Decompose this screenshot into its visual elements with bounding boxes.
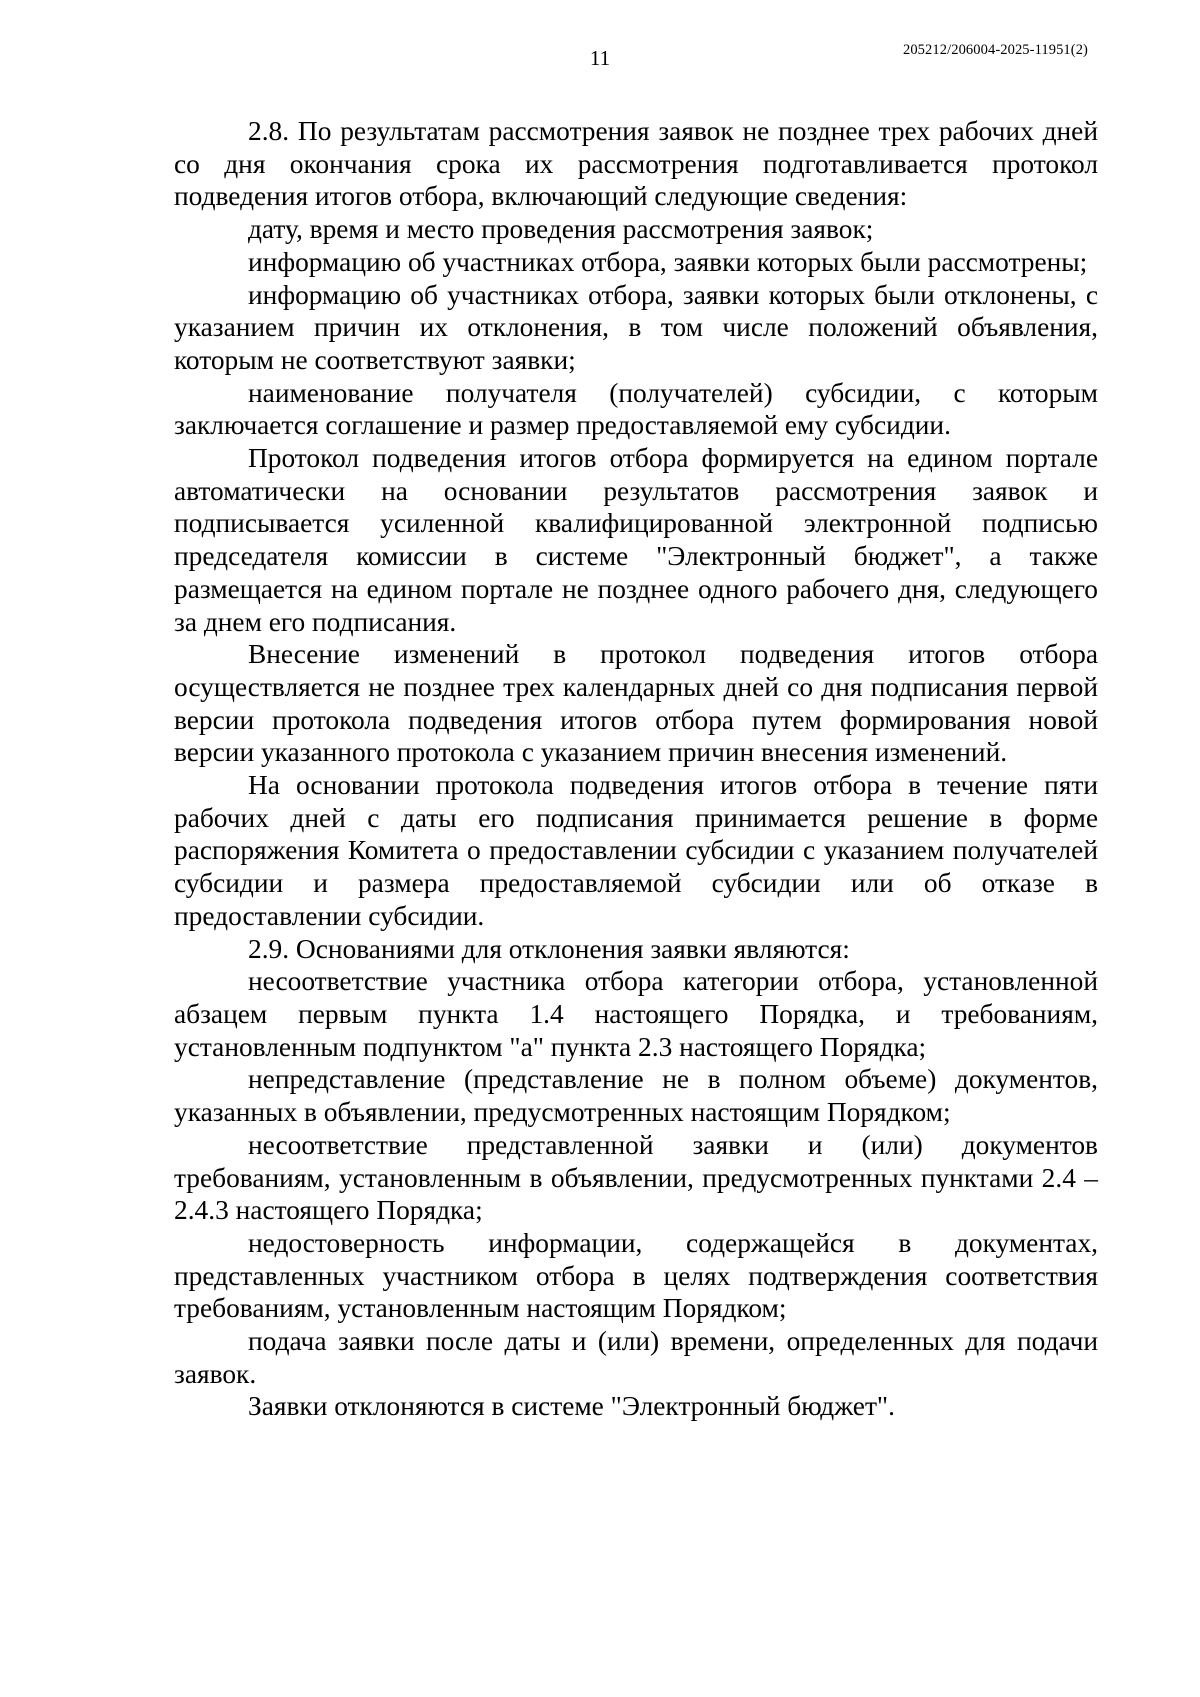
paragraph-ground-requirements: несоответствие представленной заявки и (или) документов требованиям, установленным в объявлении, предусмотренных пунктами 2.4 – 2.4.3 настоящего Порядка; <box>174 1129 1098 1226</box>
paragraph-item-reviewed: информацию об участниках отбора, заявки которых были рассмотрены; <box>248 246 1088 277</box>
paragraph-ground-documents: непредставление (представление не в полном объеме) документов, указанных в объявлении, предусмотренных настоящим Порядком; <box>174 1064 1098 1128</box>
page-number: 11 <box>589 46 611 70</box>
paragraph-item-recipient: наименование получателя (получателей) субсидии, с которым заключается соглашение и размер предоставляемой ему субсидии. <box>174 377 1098 441</box>
paragraph-ground-category: несоответствие участника отбора категории отбора, установленной абзацем первым пункта 1.4 настоящего Порядка, и требованиям, установленным подпунктом "а" пункта 2.3 настоящего Порядка; <box>174 966 1098 1062</box>
paragraph-ground-unreliable: недостоверность информации, содержащейся в документах, представленных участником отбора в целях подтверждения соответствия требованиям, установленным настоящим Порядком; <box>174 1227 1098 1324</box>
document-body <box>174 115 1098 1423</box>
paragraph-decision: На основании протокола подведения итогов отбора в течение пяти рабочих дней с даты его подписания принимается решение в форме распоряжения Комитета о предоставлении субсидии с указанием получателей субсидии и размера предоставляемой субсидии или об отказе в предоставлении субсидии. <box>174 770 1098 931</box>
document-id: 205212/206004-2025-11951(2) <box>902 42 1088 58</box>
paragraph-2-9: 2.9. Основаниями для отклонения заявки являются: <box>248 933 850 964</box>
paragraph-2-8: 2.8. По результатам рассмотрения заявок не позднее трех рабочих дней со дня окончания срока их рассмотрения подготавливается протокол подведения итогов отбора, включающий следующие сведения: <box>174 116 1098 212</box>
paragraph-item-rejected: информацию об участниках отбора, заявки которых были отклонены, с указанием причин их отклонения, в том числе положений объявления, которым не соответствуют заявки; <box>174 279 1098 375</box>
paragraph-protocol-changes: Внесение изменений в протокол подведения итогов отбора осуществляется не позднее трех календарных дней со дня подписания первой версии протокола подведения итогов отбора путем формирования новой версии указанного протокола с указанием причин внесения изменений. <box>174 639 1098 768</box>
paragraph-rejection-system: Заявки отклоняются в системе "Электронный бюджет". <box>248 1391 895 1422</box>
paragraph-protocol-formation: Протокол подведения итогов отбора формируется на едином портале автоматически на основании результатов рассмотрения заявок и подписывается усиленной квалифицированной электронной подписью председателя комиссии в системе "Электронный бюджет", а также размещается на едином портале не позднее одного рабочего дня, следующего за днем его подписания. <box>174 443 1098 637</box>
paragraph-item-date: дату, время и место проведения рассмотрения заявок; <box>248 214 874 245</box>
paragraph-ground-late: подача заявки после даты и (или) времени, определенных для подачи заявок. <box>174 1326 1098 1389</box>
